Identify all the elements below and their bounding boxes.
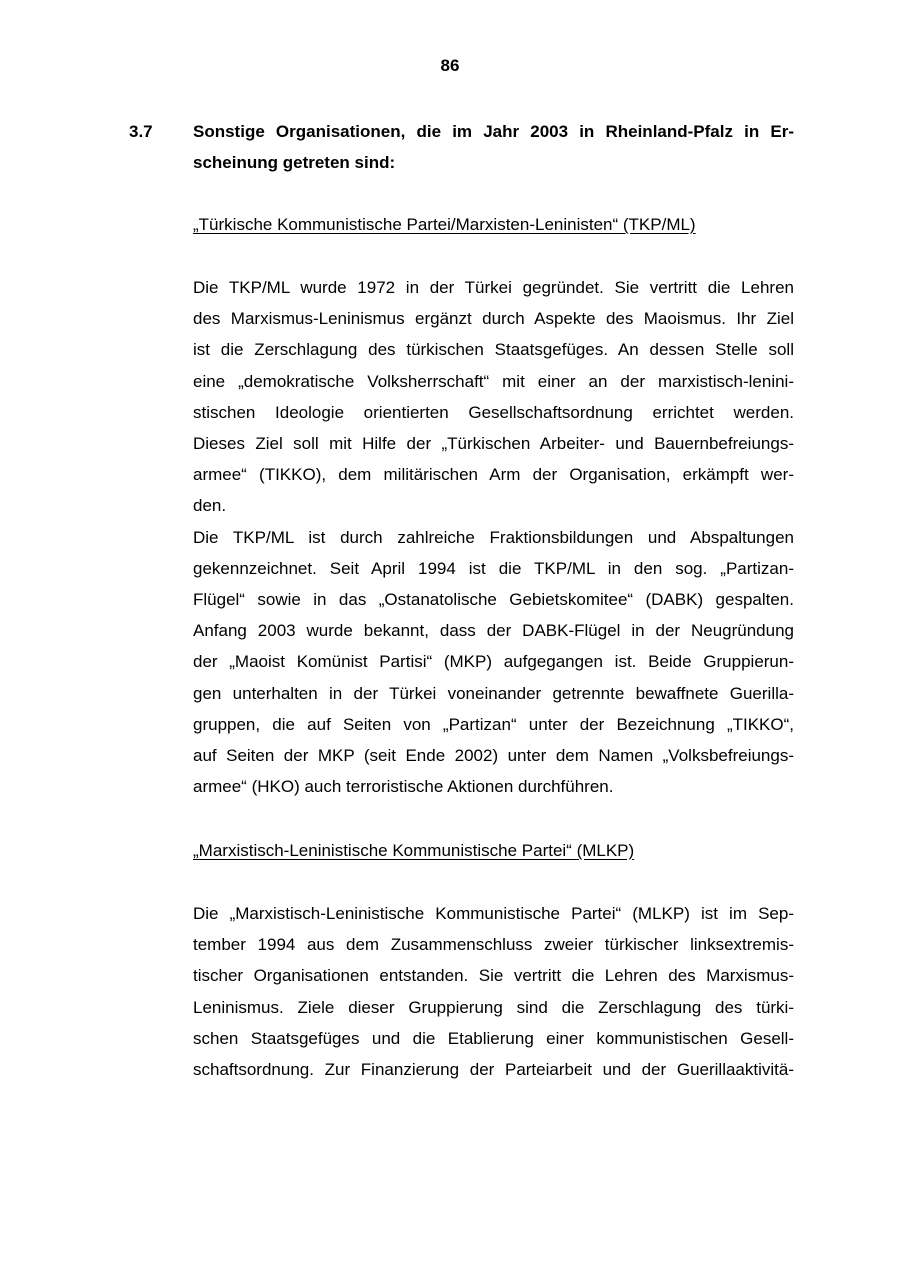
mlkp-p1-line-5: schen Staatsgefüges und die Etablierung einer kommunistischen Gesell- <box>193 1028 794 1048</box>
tkp-p1-line-8: den. <box>193 496 227 516</box>
mlkp-heading: „Marxistisch-Leninistische Kommunistische Partei“ (MLKP) <box>193 841 635 860</box>
mlkp-p1-line-4: Leninismus. Ziele dieser Gruppierung sind die Zerschlagung des türki- <box>193 997 794 1017</box>
tkp-p1-line-2: des Marxismus-Leninismus ergänzt durch Aspekte des Maoismus. Ihr Ziel <box>193 309 794 329</box>
tkp-p2-line-6: gen unterhalten in der Türkei voneinander getrennte bewaffnete Guerilla- <box>193 683 794 703</box>
mlkp-p1-line-1: Die „Marxistisch-Leninistische Kommunistische Partei“ (MLKP) ist im Sep- <box>193 904 794 923</box>
tkp-p1-line-7: armee“ (TIKKO), dem militärischen Arm der Organisation, erkämpft wer- <box>193 465 794 485</box>
tkp-p2-line-2: gekennzeichnet. Seit April 1994 ist die TKP/ML in den sog. „Partizan- <box>193 558 794 578</box>
tkp-p1-line-4: eine „demokratische Volksherrschaft“ mit einer an der marxistisch-lenini- <box>193 371 794 391</box>
section-title-line-1: Sonstige Organisationen, die im Jahr 2003 in Rheinland-Pfalz in Er- <box>193 122 794 141</box>
tkp-p1-line-1: Die TKP/ML wurde 1972 in der Türkei gegründet. Sie vertritt die Lehren <box>193 278 794 297</box>
tkp-paragraph-2 <box>193 522 794 803</box>
mlkp-p1-line-3: tischer Organisationen entstanden. Sie vertritt die Lehren des Marxismus- <box>193 966 794 986</box>
tkp-p2-line-1: Die TKP/ML ist durch zahlreiche Fraktionsbildungen und Abspaltungen <box>193 527 794 547</box>
section-title <box>193 116 794 178</box>
mlkp-heading-block <box>193 835 794 866</box>
mlkp-p1-line-6: schaftsordnung. Zur Finanzierung der Parteiarbeit und der Guerillaaktivitä- <box>193 1060 794 1080</box>
mlkp-p1-line-2: tember 1994 aus dem Zusammenschluss zweier türkischer linksextremis- <box>193 935 794 955</box>
tkp-p2-line-3: Flügel“ sowie in das „Ostanatolische Gebietskomitee“ (DABK) gespalten. <box>193 590 794 610</box>
tkp-p2-line-5: der „Maoist Komünist Partisi“ (MKP) aufgegangen ist. Beide Gruppierun- <box>193 652 794 672</box>
tkp-paragraph-1 <box>193 272 794 522</box>
tkp-heading: „Türkische Kommunistische Partei/Marxisten-Leninisten“ (TKP/ML) <box>193 215 696 234</box>
tkp-p1-line-3: ist die Zerschlagung des türkischen Staatsgefüges. An dessen Stelle soll <box>193 340 794 360</box>
mlkp-paragraph-1 <box>193 898 794 1085</box>
section-title-line-2: scheinung getreten sind: <box>193 153 396 172</box>
mlkp-body <box>193 898 794 1085</box>
tkp-p2-line-8: auf Seiten der MKP (seit Ende 2002) unter dem Namen „Volksbefreiungs- <box>193 746 794 766</box>
tkp-p2-line-7: gruppen, die auf Seiten von „Partizan“ unter der Bezeichnung „TIKKO“, <box>193 714 794 734</box>
tkp-p2-line-4: Anfang 2003 wurde bekannt, dass der DABK-Flügel in der Neugründung <box>193 621 794 641</box>
tkp-p1-line-5: stischen Ideologie orientierten Gesellschaftsordnung errichtet werden. <box>193 402 794 422</box>
tkp-p1-line-6: Dieses Ziel soll mit Hilfe der „Türkischen Arbeiter- und Bauernbefreiungs- <box>193 434 794 454</box>
page-number: 86 <box>440 56 460 75</box>
tkp-body <box>193 272 794 802</box>
tkp-p2-line-9: armee“ (HKO) auch terroristische Aktionen durchführen. <box>193 777 614 797</box>
section-number: 3.7 <box>129 122 153 141</box>
tkp-heading-block <box>193 209 794 240</box>
